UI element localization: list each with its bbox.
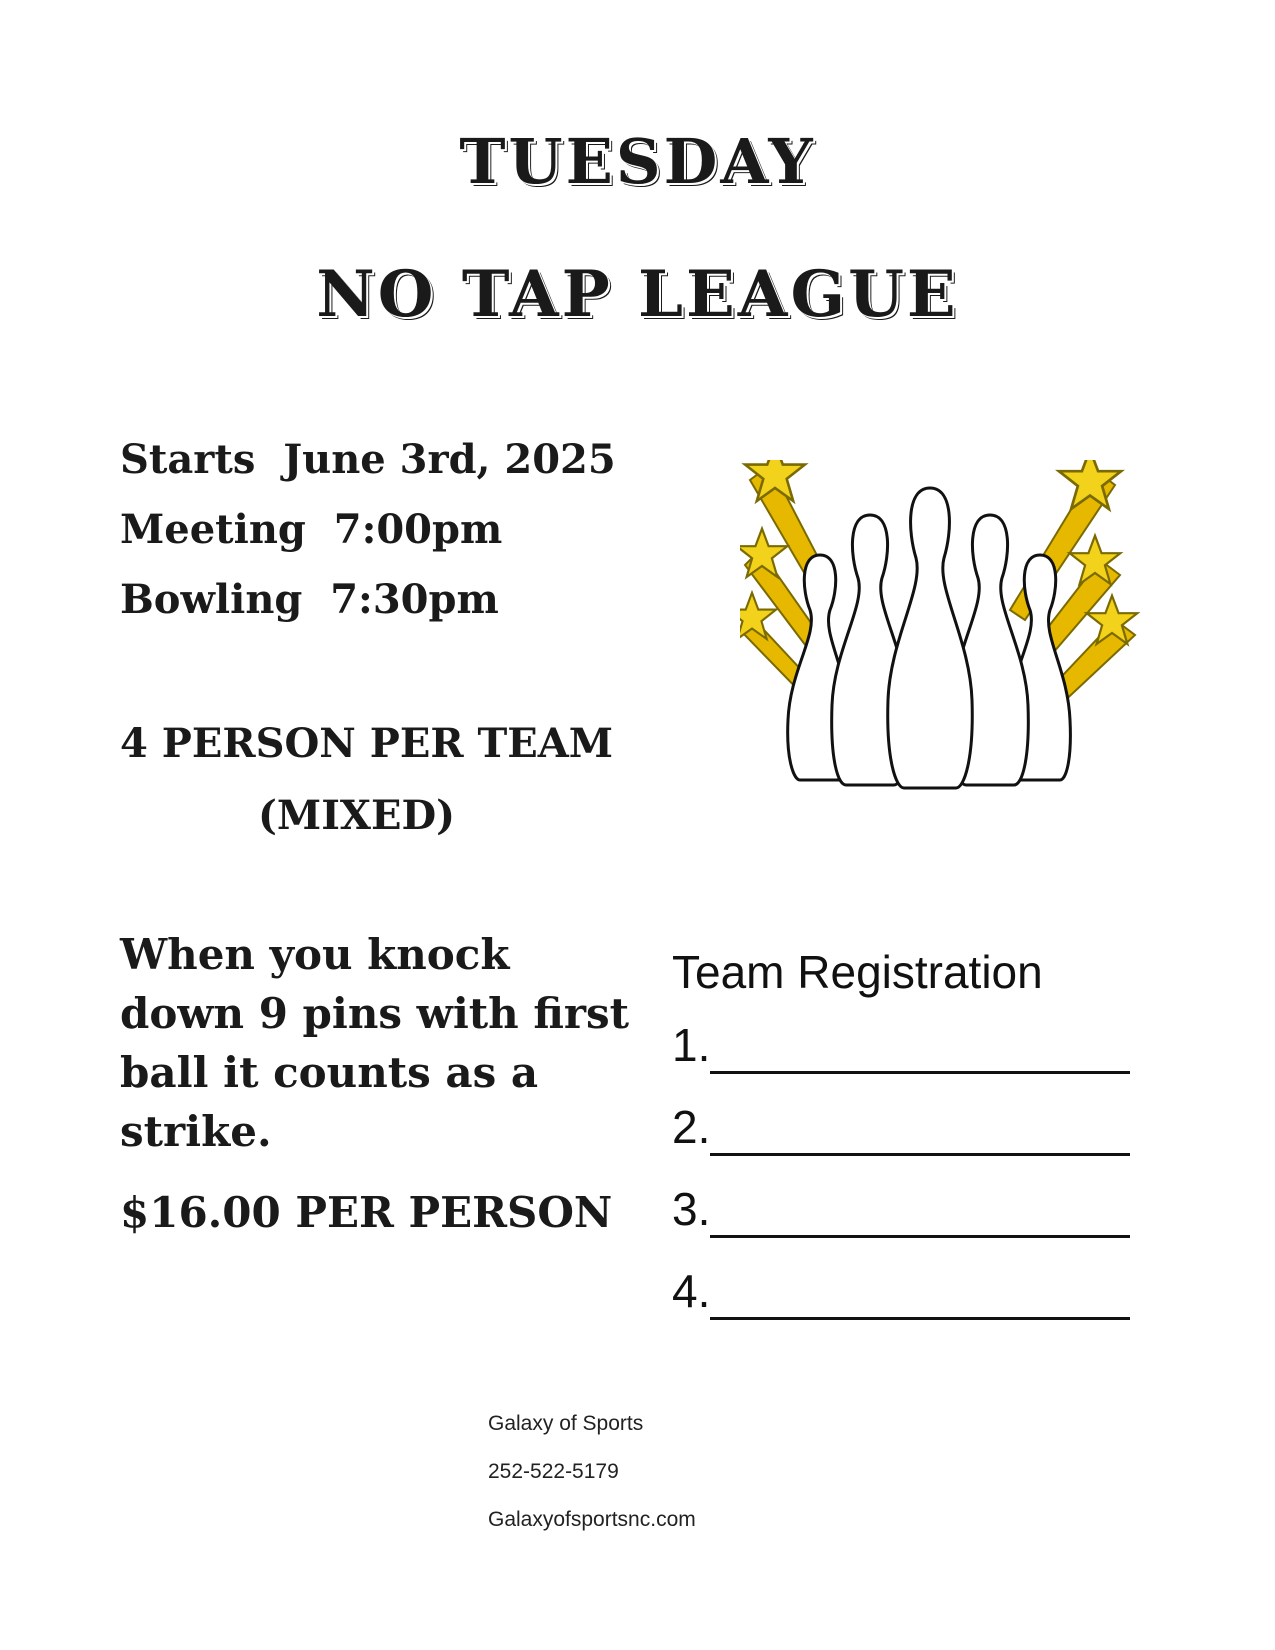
price: $16.00 PER PERSON	[120, 1188, 613, 1237]
registration-slot-1-label: 1.	[672, 1019, 711, 1071]
team-type: (MIXED)	[258, 792, 456, 839]
registration-slot-3-label: 3.	[672, 1183, 711, 1235]
registration-slot-4-label: 4.	[672, 1265, 711, 1317]
footer-business-name: Galaxy of Sports	[488, 1412, 644, 1435]
bowling-pins-stars-icon	[740, 460, 1180, 840]
registration-slot-4-line	[710, 1317, 1130, 1320]
registration-slot-3-line	[710, 1235, 1130, 1238]
team-size: 4 PERSON PER TEAM	[120, 720, 614, 767]
bowling-time: Bowling 7:30pm	[120, 576, 499, 623]
registration-slot-2-line	[710, 1153, 1130, 1156]
title-tuesday: TUESDAY	[459, 125, 816, 198]
footer-phone: 252-522-5179	[488, 1460, 619, 1483]
title-no-tap-league: NO TAP LEAGUE	[316, 257, 959, 332]
footer-website: Galaxyofsportsnc.com	[488, 1508, 696, 1531]
meeting-time: Meeting 7:00pm	[120, 506, 503, 553]
registration-slot-1-line	[710, 1071, 1130, 1074]
start-date: Starts June 3rd, 2025	[120, 436, 616, 483]
registration-slot-2-label: 2.	[672, 1101, 711, 1153]
registration-heading: Team Registration	[672, 946, 1043, 998]
strike-rule: When you knock down 9 pins with first ball it counts as a strike.	[120, 930, 630, 1156]
